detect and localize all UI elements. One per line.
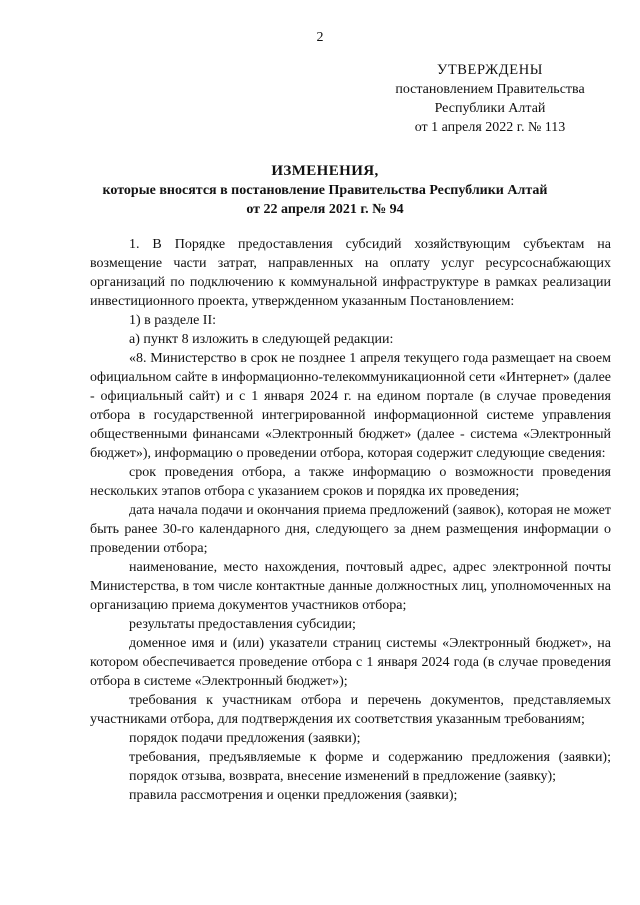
body-paragraph: доменное имя и (или) указатели страниц системы «Электронный бюджет», на котором обеспечивается проведение отбора с 1 января 2024 года (в случае проведения отбора в системе «Электронный бюджет»); [90,636,611,689]
body-paragraph: порядок подачи предложения (заявки); [129,731,361,746]
body-paragraph: «8. Министерство в срок не позднее 1 апреля текущего года размещает на своем официальном сайте в информационно-телекоммуникационной сети «Интернет» (далее - официальный сайт) и с 1 января 2024 г. на едином портале (в случае проведения отбора в государственной интегрированной информационной системе управления общественными финансами «Электронный бюджет» (далее - система «Электронный бюджет»), информацию о проведении отбора, которая содержит следующие сведения: [90,351,611,461]
approval-line-3: от 1 апреля 2022 г. № 113 [414,120,566,135]
title-line-1: ИЗМЕНЕНИЯ, [271,163,379,179]
body-paragraph: требования, предъявляемые к форме и содержанию предложения (заявки); [129,750,611,765]
title-line-2: которые вносятся в постановление Правительства Республики Алтай [102,183,548,198]
approval-line-1: постановлением Правительства [395,82,585,97]
title-line-3: от 22 апреля 2021 г. № 94 [246,202,404,217]
body-paragraph: 1. В Порядке предоставления субсидий хозяйствующим субъектам на возмещение части затрат, направленных на оплату услуг ресурсоснабжающих организаций по подключению к коммунальной инфраструктуре в рамках реализации инвестиционного проекта, утвержденном указанным Постановлением: [90,237,611,309]
body-paragraph: результаты предоставления субсидии; [129,617,356,632]
body-paragraph: порядок отзыва, возврата, внесение изменений в предложение (заявку); [129,769,556,784]
body-paragraph: 1) в разделе II: [129,313,217,328]
body-paragraph: срок проведения отбора, а также информацию о возможности проведения нескольких этапов отбора с указанием сроков и порядка их проведения; [90,465,611,499]
approval-heading: УТВЕРЖДЕНЫ [436,62,544,78]
body-paragraph: правила рассмотрения и оценки предложения (заявки); [129,788,458,803]
document-body [90,235,611,805]
document-title [90,162,560,219]
approval-line-2: Республики Алтай [434,101,546,116]
body-paragraph: наименование, место нахождения, почтовый адрес, адрес электронной почты Министерства, в том числе контактные данные должностных лиц, уполномоченных на организацию приема документов участников отбора; [90,560,611,613]
body-paragraph: а) пункт 8 изложить в следующей редакции: [129,332,394,347]
body-paragraph: дата начала подачи и окончания приема предложений (заявок), которая не может быть ранее 30-го календарного дня, следующего за днем размещения информации о проведении отбора; [90,503,611,556]
approval-stamp [375,61,605,137]
page-number: 2 [316,30,324,45]
body-paragraph: требования к участникам отбора и перечень документов, представляемых участниками отбора, для подтверждения их соответствия указанным требованиям; [90,693,611,727]
